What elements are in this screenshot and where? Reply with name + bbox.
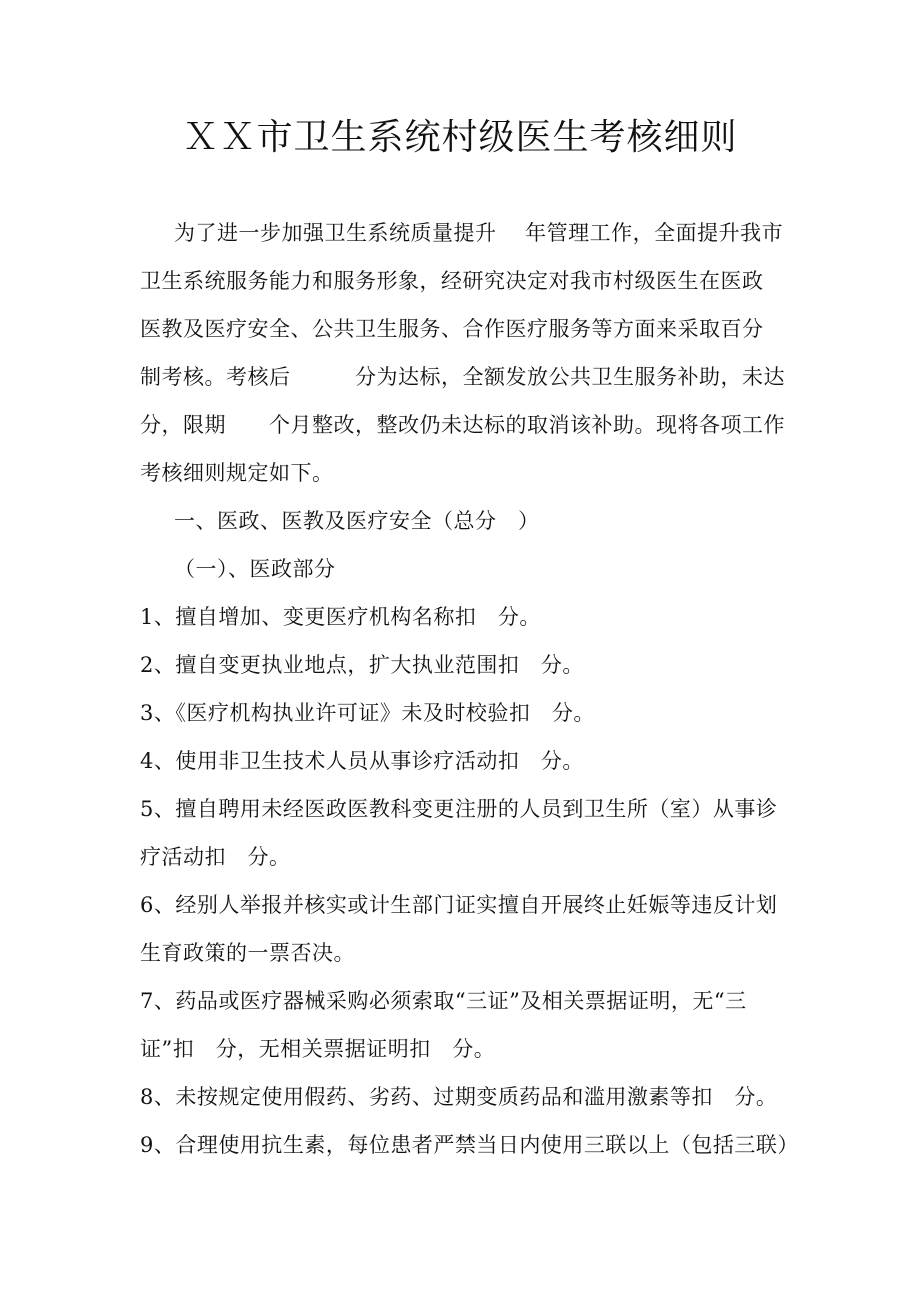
list-item: 4、使用非卫生技术人员从事诊疗活动扣 分。	[140, 749, 584, 773]
section-heading: 一、医政、医教及医疗安全（总分 ）	[174, 509, 540, 533]
list-item: 6、经别人举报并核实或计生部门证实擅自开展终止妊娠等违反计划	[140, 893, 778, 917]
list-item-continuation: 疗活动扣 分。	[140, 845, 291, 869]
paragraph-line: 考核细则规定如下。	[140, 461, 334, 485]
list-item-continuation: 证”扣 分，无相关票据证明扣 分。	[140, 1037, 496, 1061]
document-title: ＸＸ市卫生系统村级医生考核细则	[182, 117, 738, 158]
list-item: 3、《医疗机构执业许可证》未及时校验扣 分。	[140, 701, 595, 725]
subsection-heading: （一）、医政部分	[174, 557, 336, 581]
list-item: 7、药品或医疗器械采购必须索取“三证”及相关票据证明，无“三	[140, 989, 747, 1013]
list-item: 2、擅自变更执业地点，扩大执业范围扣 分。	[140, 653, 584, 677]
paragraph-line: 分，限期 个月整改，整改仍未达标的取消该补助。现将各项工作	[140, 413, 785, 437]
paragraph-line: 制考核。考核后 分为达标，全额发放公共卫生服务补助，未达	[140, 365, 785, 389]
list-item: 5、擅自聘用未经医政医教科变更注册的人员到卫生所（室）从事诊	[140, 797, 778, 821]
list-item: 8、未按规定使用假药、劣药、过期变质药品和滥用激素等扣 分。	[140, 1085, 778, 1109]
list-item: 9、合理使用抗生素，每位患者严禁当日内使用三联以上（包括三联）	[140, 1133, 799, 1157]
paragraph-line: 卫生系统服务能力和服务形象，经研究决定对我市村级医生在医政	[140, 269, 764, 293]
paragraph-line: 医教及医疗安全、公共卫生服务、合作医疗服务等方面来采取百分	[140, 317, 764, 341]
list-item-continuation: 生育政策的一票否决。	[140, 941, 355, 965]
list-item: 1、擅自增加、变更医疗机构名称扣 分。	[140, 605, 541, 629]
paragraph-line: 为了进一步加强卫生系统质量提升 年管理工作，全面提升我市	[174, 221, 784, 245]
